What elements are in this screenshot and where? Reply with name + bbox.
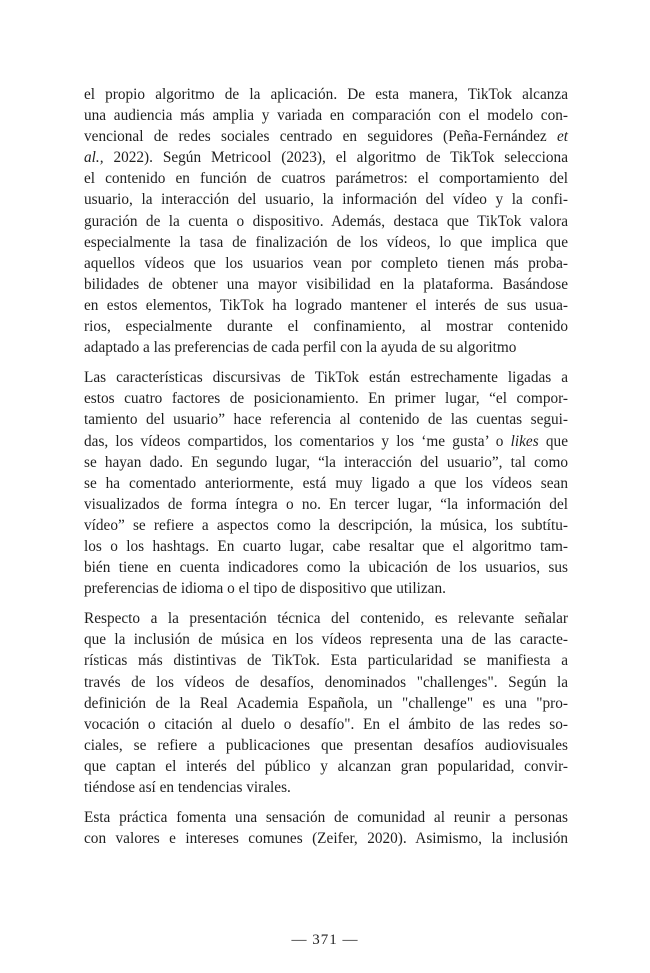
text-line: Esta práctica fomenta una sensación de comunidad al reunir a personas (84, 809, 568, 827)
text-line: en estos elementos, TikTok ha logrado mantener el interés de sus usua- (84, 296, 568, 314)
text-line: los o los hashtags. En cuarto lugar, cabe resaltar que el algoritmo tam- (84, 537, 568, 555)
text-line: vídeo” se refiere a aspectos como la descripción, la música, los subtítu- (84, 516, 568, 534)
text-line: tiéndose así en tendencias virales. (84, 779, 291, 796)
text-line: que captan el interés del público y alcanzan gran popularidad, convir- (84, 757, 568, 775)
text-line: través de los vídeos de desafíos, denominados "challenges". Según la (84, 673, 568, 691)
text-line: con valores e intereses comunes (Zeifer, 2020). Asimismo, la inclusión (84, 830, 568, 848)
text-line: rísticas más distintivas de TikTok. Esta particularidad se manifiesta a (84, 652, 568, 670)
text-line: se ha comentado anteriormente, está muy ligado a que los vídeos sean (84, 474, 568, 492)
text-line: el propio algoritmo de la aplicación. De esta manera, TikTok alcanza (84, 86, 568, 103)
text-line: preferencias de idioma o el tipo de dispositivo que utilizan. (84, 580, 446, 598)
text-line: aquellos vídeos que los usuarios vean por completo tienen más proba- (84, 254, 568, 272)
text-line: vencional de redes sociales centrado en seguidores (Peña-Fernández et (84, 128, 568, 146)
text-line: estos cuatro factores de posicionamiento. En primer lugar, “el compor- (84, 390, 568, 408)
text-line: visualizados de forma íntegra o no. En tercer lugar, “la información del (84, 495, 568, 513)
paragraph (84, 367, 568, 599)
text-line: rios, especialmente durante el confinamiento, al mostrar contenido (84, 318, 568, 336)
text-line: ciales, se refiere a publicaciones que presentan desafíos audiovisuales (84, 736, 568, 754)
body-text (84, 84, 568, 858)
text-line: que la inclusión de música en los vídeos representa una de las caracte- (84, 631, 568, 649)
text-line: una audiencia más amplia y variada en comparación con el modelo con- (84, 107, 568, 125)
text-line: especialmente la tasa de finalización de los vídeos, lo que implica que (84, 233, 568, 251)
text-line: Las características discursivas de TikTok están estrechamente ligadas a (84, 369, 568, 387)
text-line: guración de la cuenta o dispositivo. Además, destaca que TikTok valora (84, 212, 568, 230)
text-line: se hayan dado. En segundo lugar, “la interacción del usuario”, tal como (84, 453, 568, 471)
text-line: vocación o citación al duelo o desafío". En el ámbito de las redes so- (84, 715, 568, 733)
page-number: — 371 — (291, 932, 359, 948)
text-line: tamiento del usuario” hace referencia al contenido de las cuentas segui- (84, 411, 568, 429)
text-line: bilidades de obtener una mayor visibilidad en la plataforma. Basándose (84, 275, 568, 293)
text-line: el contenido en función de cuatros parámetros: el comportamiento del (84, 170, 568, 188)
text-line: definición de la Real Academia Española, un "challenge" es una "pro- (84, 694, 568, 712)
text-line: usuario, la interacción del usuario, la información del vídeo y la confi- (84, 191, 568, 209)
text-line: bién tiene en cuenta indicadores como la ubicación de los usuarios, sus (84, 559, 568, 577)
text-line: Respecto a la presentación técnica del contenido, es relevante señalar (84, 610, 568, 628)
paragraph (84, 608, 568, 798)
text-line: das, los vídeos compartidos, los comentarios y los ‘me gusta’ o likes que (84, 432, 568, 450)
text-line: adaptado a las preferencias de cada perfil con la ayuda de su algoritmo (84, 339, 517, 357)
paragraph (84, 84, 568, 358)
text-line: al., 2022). Según Metricool (2023), el algoritmo de TikTok selecciona (84, 149, 568, 167)
paragraph (84, 807, 568, 849)
